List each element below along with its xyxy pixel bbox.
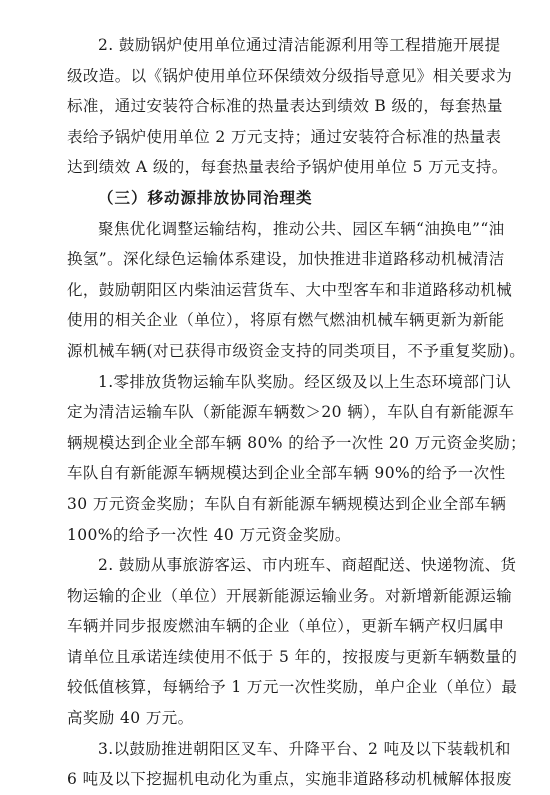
text-line: 1.零排放货物运输车队奖励。经区级及以上生态环境部门认 (98, 372, 512, 391)
text-line: 标准，通过安装符合标准的热量表达到绩效 B 级的，每套热量 (67, 97, 503, 116)
text-line: 30 万元资金奖励；车队自有新能源车辆规模达到企业全部车辆 (67, 494, 507, 513)
text-line: 级改造。以《锅炉使用单位环保绩效分级指导意见》相关要求为 (67, 66, 513, 85)
section-heading: （三）移动源排放协同治理类 (98, 187, 313, 207)
text-line: 车队自有新能源车辆规模达到企业全部车辆 90%的给予一次性 (67, 464, 506, 483)
text-line: 2. 鼓励从事旅游客运、市内班车、商超配送、快递物流、货 (98, 556, 517, 575)
text-line: 较低值核算，每辆给予 1 万元一次性奖励，单户企业（单位）最 (67, 678, 518, 697)
text-line: 达到绩效 A 级的，每套热量表给予锅炉使用单位 5 万元支持。 (67, 158, 508, 177)
text-line: 6 吨及以下挖掘机电动化为重点，实施非道路移动机械解体报废 (67, 770, 512, 789)
paragraph-machinery-electrification (67, 734, 512, 795)
text-line: 换氢”。深化绿色运输体系建设，加快推进非道路移动机械清洁 (67, 250, 505, 269)
text-line: 源机械车辆(对已获得市级资金支持的同类项目，不予重复奖励)。 (67, 341, 526, 360)
paragraph-boiler-upgrade (67, 30, 513, 183)
text-line: 辆规模达到企业全部车辆 80% 的给予一次性 20 万元资金奖励； (67, 433, 527, 452)
text-line: 100%的给予一次性 40 万元资金奖励。 (67, 525, 351, 544)
paragraph-zero-emission-fleet (67, 367, 527, 551)
paragraph-mobile-source-intro (67, 214, 526, 367)
text-line: 物运输的企业（单位）开展新能源运输业务。对新增新能源运输 (67, 586, 513, 605)
text-line: 2. 鼓励锅炉使用单位通过清洁能源利用等工程措施开展提 (98, 36, 501, 54)
text-line: 高奖励 40 万元。 (67, 709, 194, 728)
text-line: 车辆并同步报废燃油车辆的企业（单位），更新车辆产权归属申 (67, 617, 505, 636)
text-line: 化，鼓励朝阳区内柴油运营货车、大中型客车和非道路移动机械 (67, 280, 513, 299)
text-line: 聚焦优化调整运输结构，推动公共、园区车辆“油换电”“油 (98, 219, 505, 238)
text-line: 使用的相关企业（单位），将原有燃气燃油机械车辆更新为新能 (67, 311, 505, 330)
text-line: 表给予锅炉使用单位 2 万元支持；通过安装符合标准的热量表 (67, 127, 502, 146)
text-line: 3.以鼓励推进朝阳区叉车、升降平台、2 吨及以下装载机和 (98, 739, 511, 758)
text-line: 定为清洁运输车队（新能源车辆数＞20 辆），车队自有新能源车 (67, 403, 515, 422)
text-line: 请单位且承诺连续使用不低于 5 年的，按报废与更新车辆数量的 (67, 647, 518, 666)
paragraph-new-energy-transport (67, 550, 518, 734)
